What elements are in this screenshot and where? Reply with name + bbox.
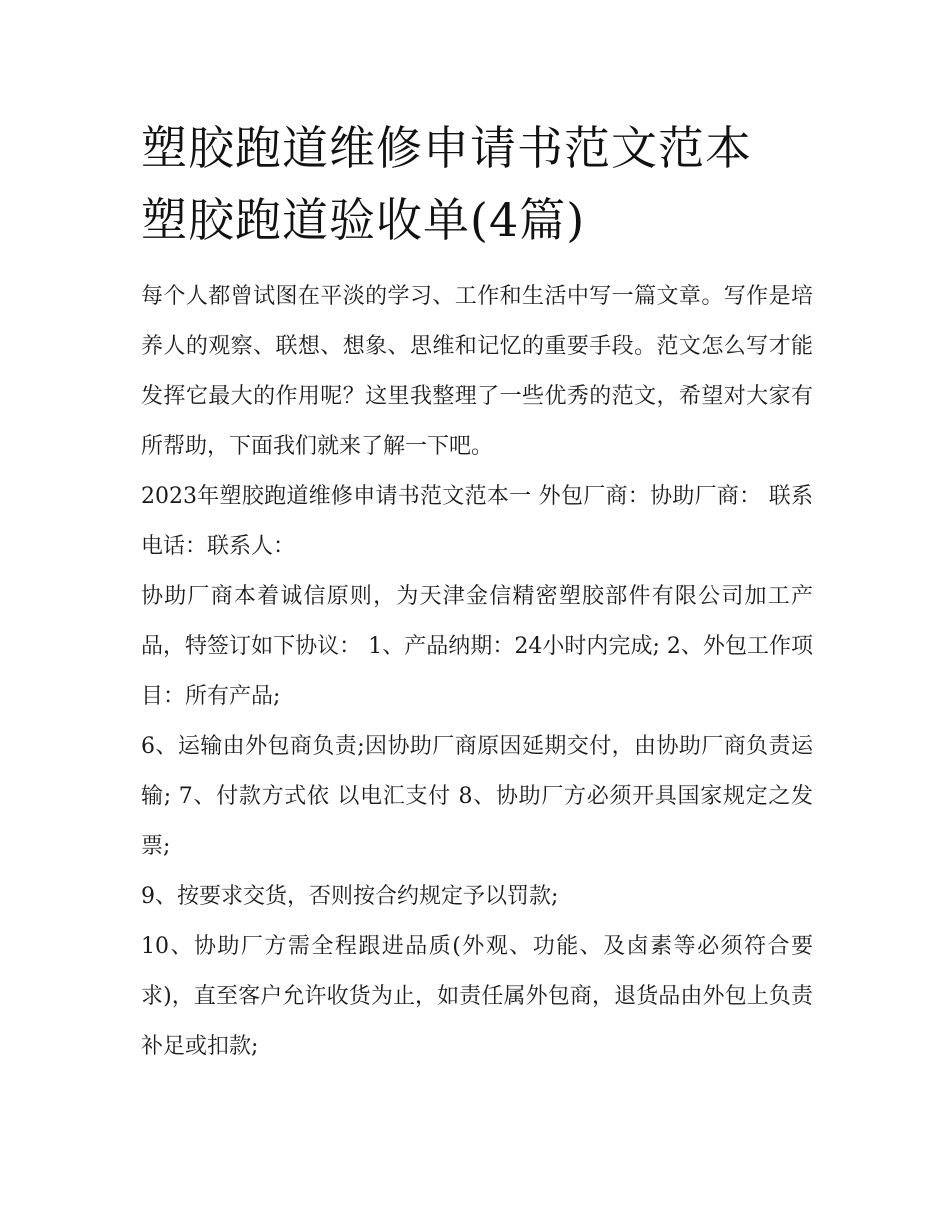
delivery-penalty-paragraph: 9、按要求交货，否则按合约规定予以罚款; — [141, 884, 559, 909]
agreement-paragraph: 协助厂商本着诚信原则，为天津金信精密塑胶部件有限公司加工产品，特签订如下协议： 1、产品纳期：24小时内完成; 2、外包工作项目：所有产品; — [141, 584, 813, 709]
quality-followup-paragraph: 10、协助厂方需全程跟进品质(外观、功能、及卤素等必须符合要求)，直至客户允许收货为止，如责任属外包商，退货品由外包上负责补足或扣款; — [141, 934, 813, 1059]
intro-paragraph: 每个人都曾试图在平淡的学习、工作和生活中写一篇文章。写作是培养人的观察、联想、想象、思维和记忆的重要手段。范文怎么写才能发挥它最大的作用呢？这里我整理了一些优秀的范文，希望对大家有所帮助，下面我们就来了解一下吧。 — [141, 284, 813, 459]
transport-payment-paragraph: 6、运输由外包商负责;因协助厂商原因延期交付，由协助厂商负责运输; 7、付款方式依 以电汇支付 8、协助厂方必须开具国家规定之发票; — [141, 734, 813, 859]
contract-header-paragraph: 2023年塑胶跑道维修申请书范文范本一 外包厂商：协助厂商： 联系电话：联系人： — [141, 484, 813, 559]
document-title — [141, 112, 813, 256]
title-line-1: 塑胶跑道维修申请书范文范本 — [141, 121, 752, 175]
document-body — [141, 112, 813, 1072]
title-line-2: 塑胶跑道验收单(4篇) — [141, 193, 586, 247]
